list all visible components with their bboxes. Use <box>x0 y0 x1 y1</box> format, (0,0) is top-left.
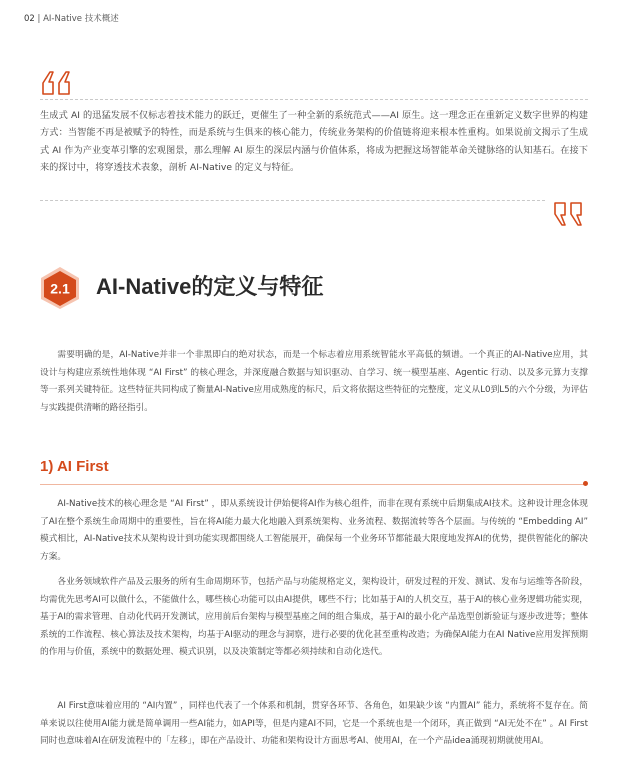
paragraph: AI First意味着应用的 “AI内置” ，同样也代表了一个体系和机制，贯穿各环节、各角色，如果缺少该 “内置AI” 能力，系统将不复存在。简单来说以往使用AI能力就是简单调用一些AI能力，如API等，但是内建AI不同，它是一个系统也是一个闭环，真正做到 “AI无处不在” 。AI First同时也意味着AI在研发流程中的「左移」，即在产品设计、功能和架构设计方面思考AI、使用AI，在一个产品idea涌现初期就使用AI。 <box>40 701 588 747</box>
section-title: AI-Native的定义与特征 <box>96 274 324 299</box>
chapter-title: AI-Native 技术概述 <box>43 14 119 24</box>
header-separator: | <box>37 14 44 24</box>
close-quote-icon <box>552 201 586 227</box>
page-number: 02 <box>24 14 35 24</box>
section-number: 2.1 <box>50 280 70 297</box>
section-intro-paragraph: 需要明确的是，AI-Native并非一个非黑即白的绝对状态，而是一个标志着应用系统智能水平高低的频谱。一个真正的AI-Native应用，其设计与构建应系统性地体现 “AI First” 的核心理念，并深度融合数据与知识驱动、自学习、统一模型基座、Agentic 行动、以及多元算力支撑等一系列关键特征。这些特征共同构成了衡量AI-Native应用成熟度的标尺，后文将依据这些特征的完整度，定义从L0到L5的六个分级，为评估与实践提供清晰的路径指引。 <box>40 350 588 413</box>
subsection-underline <box>40 484 586 485</box>
intro-paragraph: 生成式 AI 的迅猛发展不仅标志着技术能力的跃迁，更催生了一种全新的系统范式——AI 原生。这一理念正在重新定义数字世界的构建方式：当智能不再是被赋予的特性，而是系统与生俱来的核心能力，传统业务架构的价值链将迎来根本性重构。如果说前文揭示了生成式 AI 作为产业变革引擎的宏观图景，那么理解 AI 原生的深层内涵与价值体系，将成为把握这场智能革命关键脉络的认知基石。在接下来的探讨中，将穿透技术表象，剖析 AI-Native 的定义与特征。 <box>40 110 588 174</box>
subsection-underline-dot <box>583 481 588 486</box>
paragraph: AI-Native技术的核心理念是 “AI First” ，即从系统设计伊始便将AI作为核心组件，而非在现有系统中后期集成AI技术。这种设计理念体现了AI在整个系统生命周期中的重要性，旨在将AI能力最大化地融入到系统架构、业务流程、数据流转等各个层面。与传统的 “Embedding AI” 模式相比，AI-Native技术从架构设计到功能实现都围绕人工智能展开，确保每一个业务环节都能最大限度地发挥AI的优势，提供智能化的解决方案。 <box>40 499 588 562</box>
open-quote-icon <box>40 70 74 96</box>
running-header <box>24 12 119 24</box>
subsection-title: 1) AI First <box>40 458 109 475</box>
intro-top-divider <box>40 99 588 100</box>
paragraph: 各业务领域软件产品及云服务的所有生命周期环节，包括产品与功能规格定义，架构设计，研发过程的开发、测试、发布与运维等各阶段，均需优先思考AI可以做什么，不能做什么，哪些核心功能可以由AI提供，哪些不行；比如基于AI的人机交互，基于AI的核心业务逻辑功能实现，基于AI的需求管理、自动化代码开发测试，应用前后台架构与模型基座之间的组合集成，基于AI的最小化产品选型创新验证与逐步改进等；整体系统的工作流程、核心算法及技术架构，均基于AI驱动的理念与洞察，进行必要的优化甚至重构改造；为确保AI能力在AI Native应用发挥预期的作用与价值，系统中的数据处理、模式识别，以及决策制定等都必须持续和自动化迭代。 <box>40 577 588 658</box>
hexagon-badge-icon <box>38 266 82 310</box>
intro-bottom-divider <box>40 200 545 201</box>
